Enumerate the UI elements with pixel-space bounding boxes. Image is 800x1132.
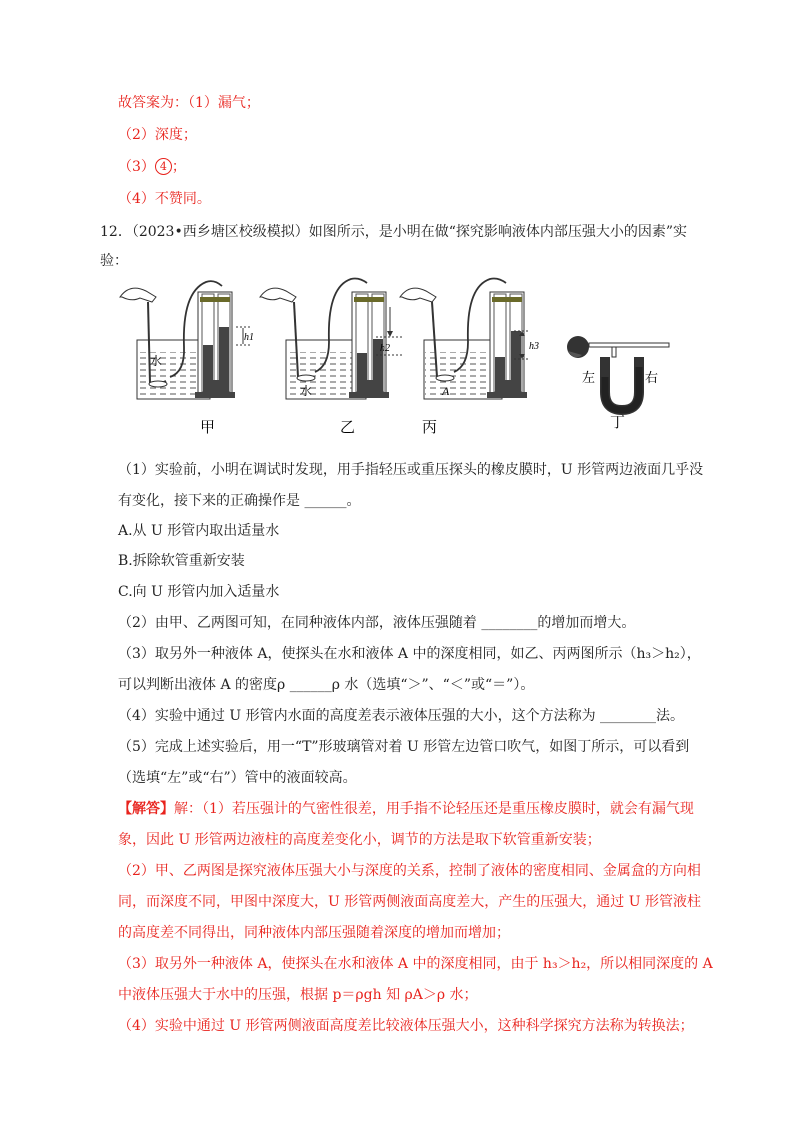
label-right: 右 <box>645 370 659 385</box>
solution-2-line-1: （2）甲、乙两图是探究液体压强大小与深度的关系，控制了液体的密度相同、金属盒的方向相 <box>118 863 701 879</box>
setup-jia <box>120 281 254 436</box>
question-12-stem-line-1: 12．（2023•西乡塘区校级模拟）如图所示，是小明在做“探究影响液体内部压强大小的因素”实 <box>100 224 688 240</box>
label-h2: h2 <box>380 343 390 354</box>
caption-bing: 丙 <box>422 420 438 436</box>
setup-yi <box>260 279 402 437</box>
subq-5-line-2: （选填“左”或“右”）管中的液面较高。 <box>118 770 357 786</box>
label-h3: h3 <box>529 341 539 352</box>
caption-ding: 丁 <box>610 415 626 431</box>
solution-3-line-2: 中液体压强大于水中的压强，根据 p＝ρgh 知 ρA＞ρ 水； <box>118 987 478 1003</box>
solution-1-line-1: 解：（1）若压强计的气密性很差，用手指不论轻压还是重压橡皮膜时，就会有漏气现 <box>174 801 694 817</box>
answer-line-3-prefix: （3） <box>118 159 155 175</box>
question-12-stem-line-2: 验： <box>100 253 128 269</box>
subq-3-line-1: （3）取另外一种液体 A，使探头在水和液体 A 中的深度相同，如乙、丙两图所示（h₃＞h₂）， <box>118 646 701 662</box>
circled-number: 4 <box>155 158 172 175</box>
solution-3-line-1: （3）取另外一种液体 A，使探头在水和液体 A 中的深度相同，由于 h₃＞h₂，所以相同深度的 A <box>118 956 713 972</box>
label-h1: h1 <box>244 332 254 343</box>
option-a: A.从 U 形管内取出适量水 <box>118 523 280 539</box>
solution-line-1 <box>118 799 694 819</box>
answer-line-1: 故答案为：（1）漏气； <box>118 95 260 111</box>
caption-jia: 甲 <box>200 420 216 436</box>
solution-4: （4）实验中通过 U 形管两侧液面高度差比较液体压强大小，这种科学探究方法称为转换法； <box>118 1018 694 1034</box>
solution-tag: 【解答】 <box>118 801 174 817</box>
subq-3-line-2: 可以判断出液体 A 的密度ρ ______ρ 水（选填“＞”、“＜”或“＝”）。 <box>118 677 535 693</box>
setup-ding <box>567 336 669 431</box>
subq-4: （4）实验中通过 U 形管内水面的高度差表示液体压强的大小，这个方法称为 ________法。 <box>118 708 685 724</box>
option-c: C.向 U 形管内加入适量水 <box>118 584 280 600</box>
label-left: 左 <box>582 370 596 385</box>
caption-yi: 乙 <box>340 420 356 436</box>
label-water-1: 水 <box>150 354 163 368</box>
label-water-2: 水 <box>300 384 313 398</box>
experiment-figure <box>110 277 670 437</box>
answer-line-2: （2）深度； <box>118 127 197 143</box>
subq-1-line-2: 有变化，接下来的正确操作是 ______。 <box>118 493 361 509</box>
answer-line-4: （4）不赞同。 <box>118 191 211 207</box>
subq-2: （2）由甲、乙两图可知，在同种液体内部，液体压强随着 ________的增加而增大。 <box>118 615 636 631</box>
subq-5-line-1: （5）完成上述实验后，用一“T”形玻璃管对着 U 形管左边管口吹气，如图丁所示，可以看到 <box>118 739 690 755</box>
answer-line-3-suffix: ； <box>171 159 186 175</box>
option-b: B.拆除软管重新安装 <box>118 553 245 569</box>
setup-bing <box>400 279 539 437</box>
solution-2-line-3: 的高度差不同得出，同种液体内部压强随着深度的增加而增加； <box>118 925 510 941</box>
answer-line-3 <box>118 157 186 177</box>
solution-1-line-2: 象，因此 U 形管两边液柱的高度差变化小，调节的方法是取下软管重新安装； <box>118 832 601 848</box>
subq-1-line-1: （1）实验前，小明在调试时发现，用手指轻压或重压探头的橡皮膜时，U 形管两边液面几乎没 <box>118 462 704 478</box>
solution-2-line-2: 同，而深度不同，甲图中深度大，U 形管两侧液面高度差大，产生的压强大，通过 U 形管液柱 <box>118 894 701 910</box>
label-liquid-a: A <box>442 384 450 398</box>
